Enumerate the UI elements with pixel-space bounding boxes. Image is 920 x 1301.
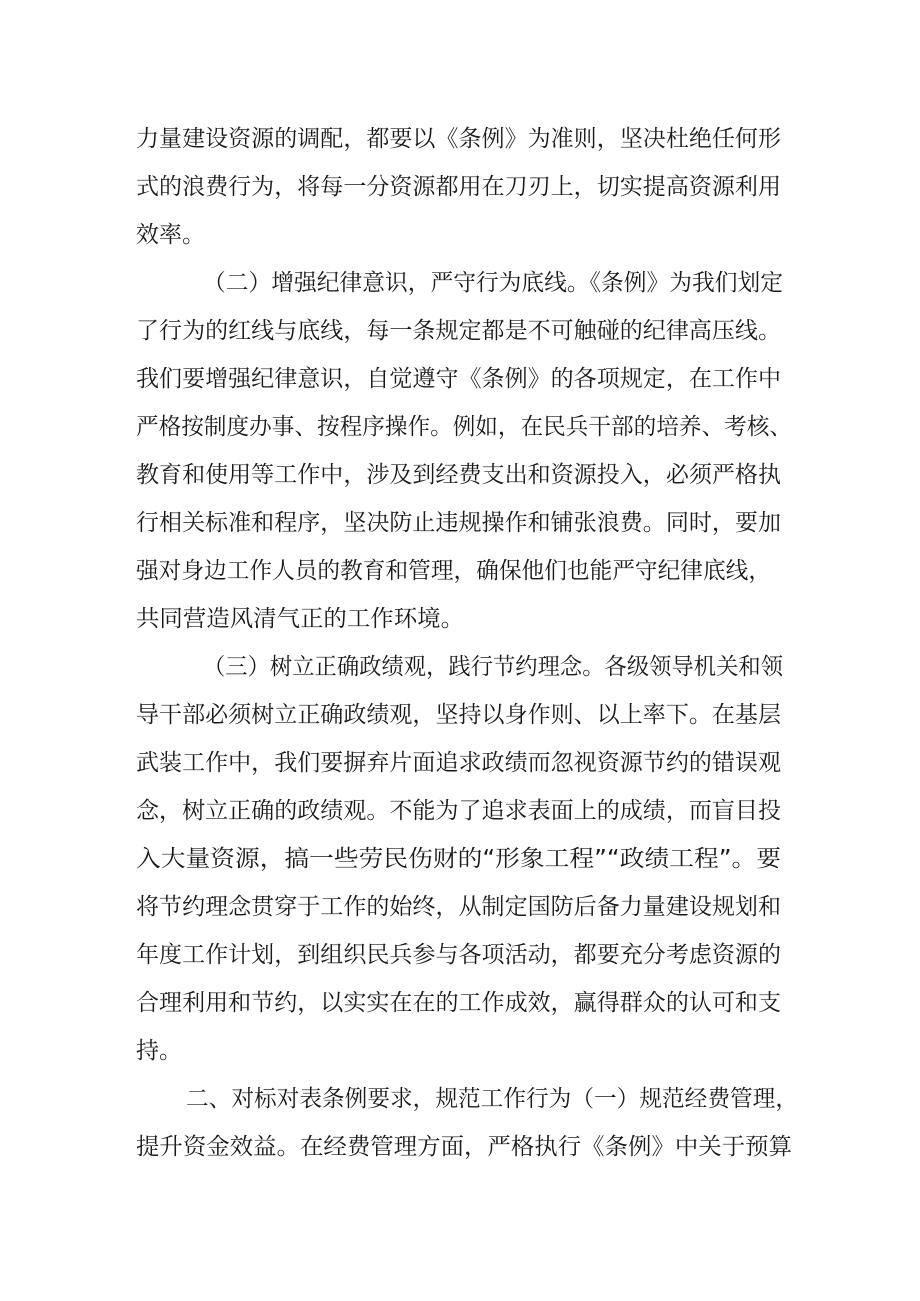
text-line: 将节约理念贯穿于工作的始终，从制定国防后备力量建设规划和	[136, 894, 781, 920]
text-line: 力量建设资源的调配，都要以《条例》为准则，坚决杜绝任何形	[136, 126, 781, 152]
text-line: 教育和使用等工作中，涉及到经费支出和资源投入，必须严格执	[136, 462, 781, 488]
text-line: 了行为的红线与底线，每一条规定都是不可触碰的纪律高压线。	[136, 318, 781, 344]
text-line: 效率。	[136, 222, 205, 248]
text-line: 式的浪费行为，将每一分资源都用在刀刃上，切实提高资源利用	[136, 174, 781, 200]
paragraph-heading-line: （二）增强纪律意识，严守行为底线。《条例》为我们划定	[203, 270, 783, 296]
text-line: 合理利用和节约，以实实在在的工作成效，赢得群众的认可和支	[136, 990, 781, 1016]
paragraph-heading-line: （三）树立正确政绩观，践行节约理念。各级领导机关和领	[203, 654, 783, 680]
section-heading-line: 二、对标对表条例要求，规范工作行为（一）规范经费管理，	[186, 1086, 798, 1112]
text-line: 年度工作计划，到组织民兵参与各项活动，都要充分考虑资源的	[136, 942, 781, 968]
text-line: 持。	[136, 1038, 182, 1064]
text-line: 我们要增强纪律意识，自觉遵守《条例》的各项规定，在工作中	[136, 366, 781, 392]
text-line: 共同营造风清气正的工作环境。	[136, 606, 464, 632]
text-line: 武装工作中，我们要摒弃片面追求政绩而忽视资源节约的错误观	[136, 750, 781, 776]
text-line: 强对身边工作人员的教育和管理，确保他们也能严守纪律底线，	[136, 558, 771, 584]
text-line: 导干部必须树立正确政绩观，坚持以身作则、以上率下。在基层	[136, 702, 781, 728]
text-line: 入大量资源，搞一些劳民伤财的“形象工程”“政绩工程”。要	[136, 846, 781, 872]
text-line: 念，树立正确的政绩观。不能为了追求表面上的成绩，而盲目投	[136, 798, 781, 824]
text-line: 严格按制度办事、按程序操作。例如，在民兵干部的培养、考核、	[136, 414, 792, 440]
text-line: 行相关标准和程序，坚决防止违规操作和铺张浪费。同时，要加	[136, 510, 781, 536]
text-line: 提升资金效益。在经费管理方面，严格执行《条例》中关于预算	[136, 1134, 792, 1160]
